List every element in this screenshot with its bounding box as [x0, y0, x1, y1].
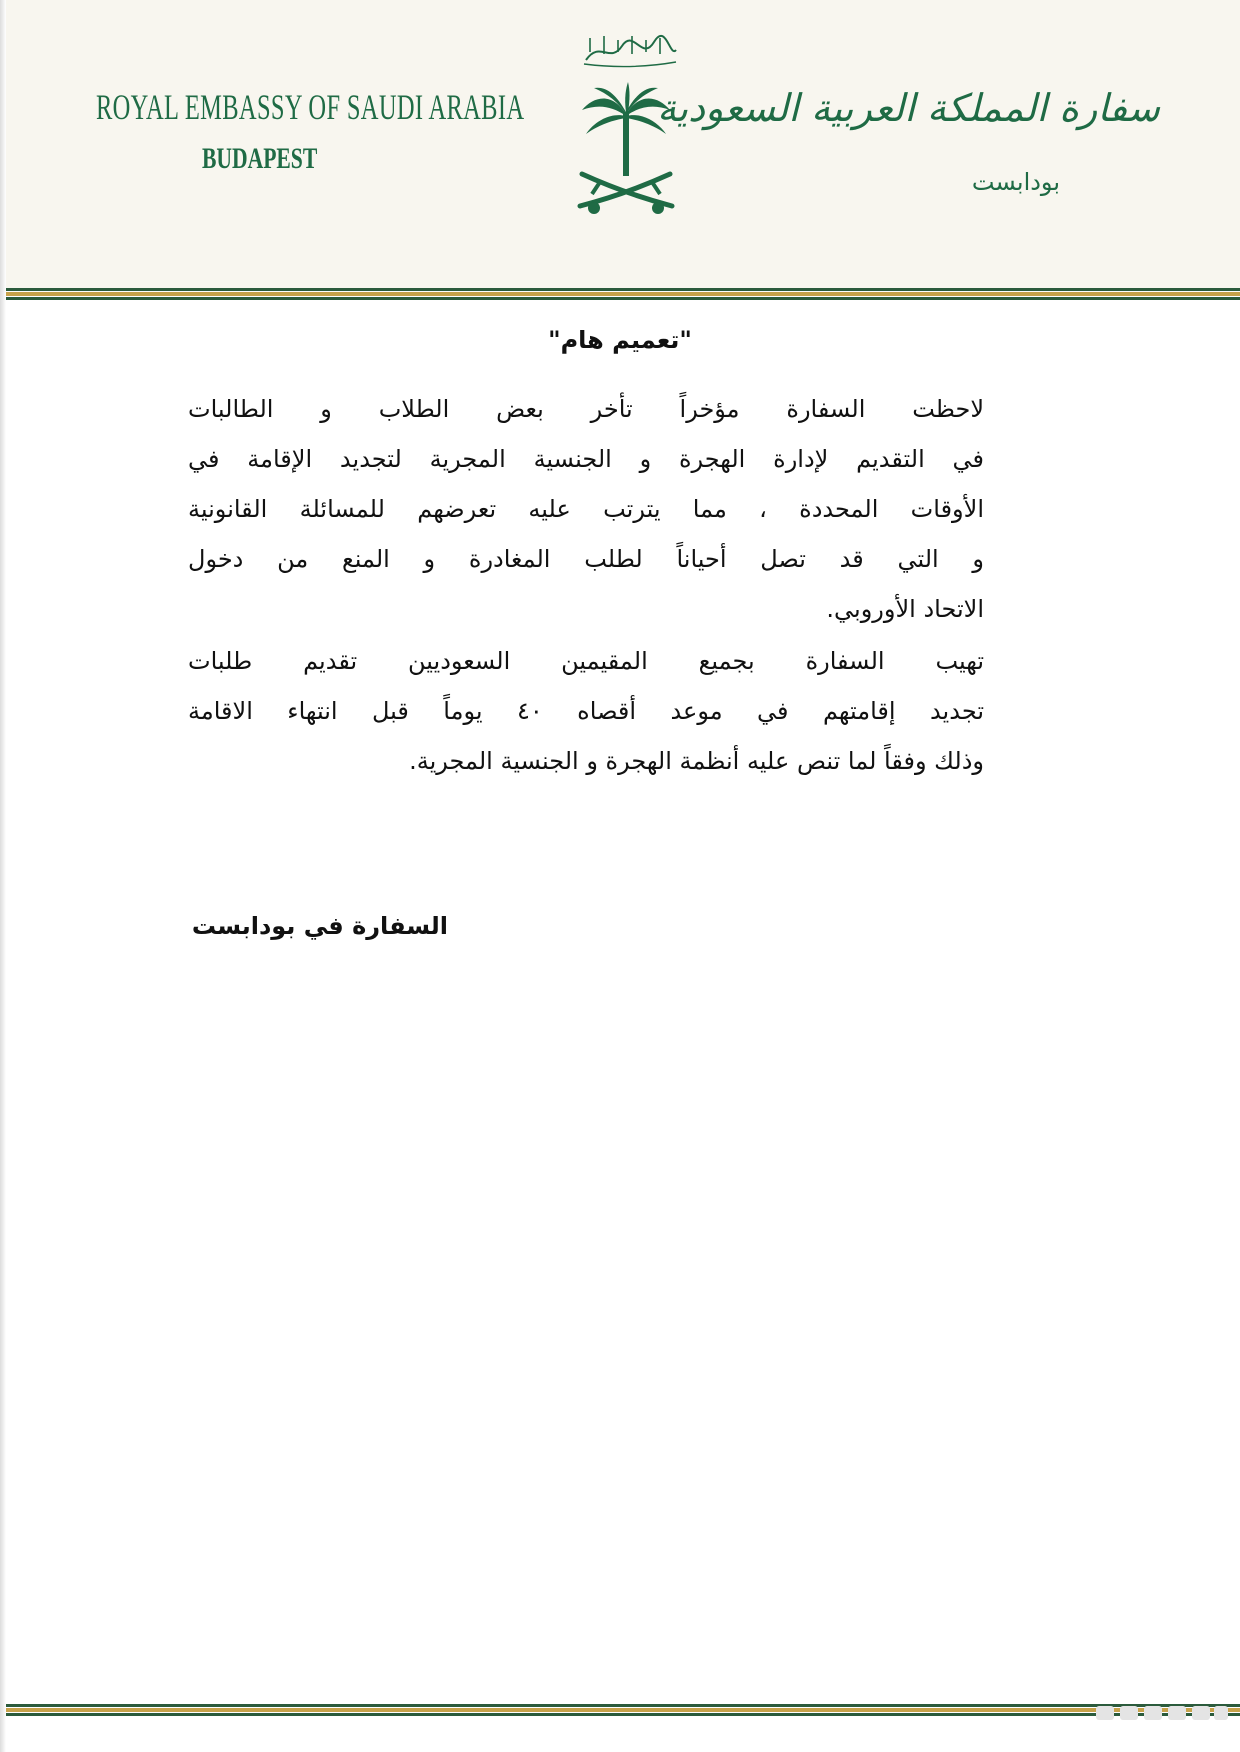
paragraph-1-line: لاحظت السفارة مؤخراً تأخر بعض الطلاب و الطالبات [188, 395, 984, 423]
paragraph-2-line: تجديد إقامتهم في موعد أقصاه ٤٠ يوماً قبل انتهاء الاقامة [188, 697, 985, 725]
embassy-name-english: ROYAL EMBASSY OF SAUDI ARABIA [96, 87, 525, 127]
paragraph-1-line: الاتحاد الأوروبي. [826, 595, 984, 623]
signature: السفارة في بودابست [191, 912, 448, 940]
circular-heading: "تعميم هام" [548, 326, 692, 354]
paragraph-2 [188, 636, 984, 786]
paragraph-1 [188, 384, 984, 634]
embassy-city-arabic: بودابست [971, 168, 1060, 196]
paragraph-1-line: في التقديم لإدارة الهجرة و الجنسية المجرية لتجديد الإقامة في [188, 445, 984, 473]
paragraph-2-line: وذلك وفقاً لما تنص عليه أنظمة الهجرة و الجنسية المجرية. [409, 747, 984, 775]
paragraph-1-line: الأوقات المحددة ، مما يترتب عليه تعرضهم للمسائلة القانونية [188, 495, 984, 523]
paragraph-1-line: و التي قد تصل أحياناً لطلب المغادرة و المنع من دخول [188, 545, 984, 573]
basmala-calligraphy [580, 30, 680, 70]
scan-watermark-mark [1092, 1700, 1232, 1724]
embassy-name-arabic-logo [657, 78, 1160, 158]
paragraph-2-line: تهيب السفارة بجميع المقيمين السعوديين تقديم طلبات [188, 647, 984, 675]
embassy-city-english: BUDAPEST [202, 142, 318, 175]
footer-divider [6, 1704, 1240, 1716]
letterhead-divider [6, 288, 1240, 300]
embassy-name-arabic: سفارة المملكة العربية السعودية [657, 86, 1160, 130]
